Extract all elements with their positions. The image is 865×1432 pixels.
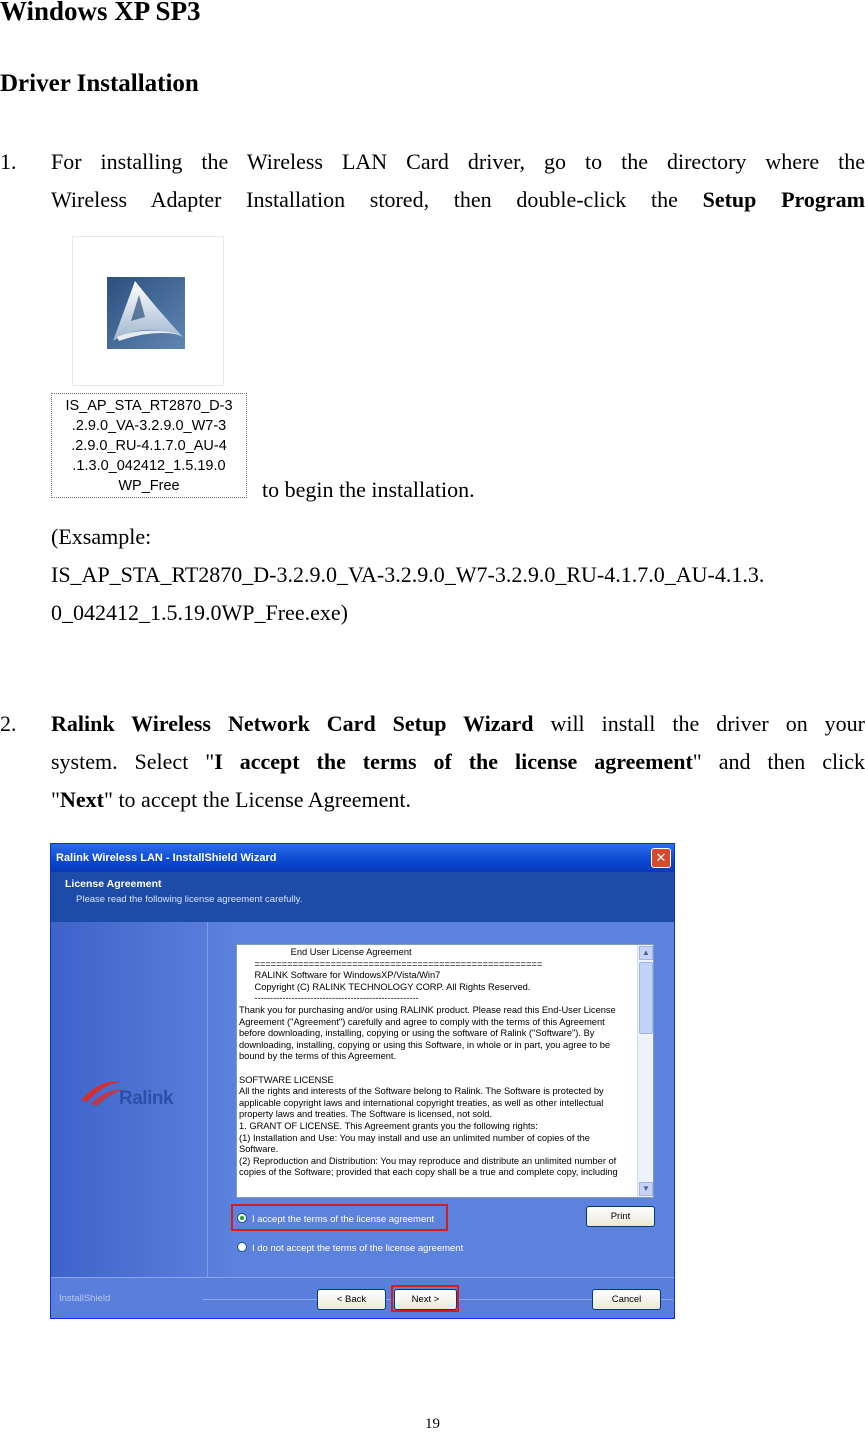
close-icon[interactable]: ✕	[651, 848, 671, 868]
wizard-header	[51, 872, 674, 922]
step2-line2	[51, 743, 865, 781]
step2-line1	[51, 705, 865, 743]
example-filename-line1: IS_AP_STA_RT2870_D-3.2.9.0_VA-3.2.9.0_W7-3.2.9.0_RU-4.1.7.0_AU-4.1.3.	[51, 562, 765, 587]
installshield-wizard-window	[50, 843, 675, 1319]
step2-line1-text: will install the driver on your	[533, 711, 865, 736]
step2-line2-pre: system. Select "	[51, 749, 215, 774]
example-filename-line2: 0_042412_1.5.19.0WP_Free.exe)	[51, 600, 348, 625]
back-button[interactable]: < Back	[317, 1289, 386, 1310]
decline-radio[interactable]	[237, 1242, 247, 1252]
window-title: Ralink Wireless LAN - InstallShield Wizard	[56, 852, 277, 864]
page-heading: Windows XP SP3	[0, 0, 201, 26]
scroll-up-icon[interactable]: ▲	[639, 946, 653, 960]
decline-radio-option[interactable]	[237, 1242, 463, 1254]
installshield-label: InstallShield	[59, 1293, 111, 1304]
license-textbox[interactable]	[236, 944, 654, 1198]
wizard-header-title: License Agreement	[65, 878, 162, 890]
step1-line1: For installing the Wireless LAN Card driver, go to the directory where the	[51, 149, 865, 174]
installer-logo-icon	[73, 237, 225, 387]
license-text: End User License Agreement ===================================================== RALINK Software for WindowsXP/Vista/Win7 Copyright (C) RALINK TECHNOLOGY CORP. All Rights Reserved. ----------------------------------------------------- Thank you for purchasing and/or using RALINK product. Please read this End-User License Agreement ("Agreement") carefully and agree to comply with the terms of this Agreement before downloading, installing, copying or using the software of Ralink ("Software"). By downloading, installing, copying or using this Software, in whole or in part, you agree to be bound by the terms of this Agreement. SOFTWARE LICENSE All the rights and interests of the Software belong to Ralink. The Software is protected by applicable copyright laws and international copyright treaties, as well as other intellectual property laws and treaties. The Software is licensed, not sold. 1. GRANT OF LICENSE. This Agreement grants you the following rights: (1) Installation and Use: You may install and use an unlimited number of copies of the Software. (2) Reproduction and Distribution: You may reproduce and distribute an unlimited number of copies of the Software; provided that each copy shall be a true and complete copy, including	[239, 947, 618, 1178]
scroll-thumb[interactable]	[639, 962, 653, 1034]
section-heading: Driver Installation	[0, 70, 199, 97]
accept-radio-label[interactable]: I accept the terms of the license agreement	[252, 1214, 435, 1225]
step2-line3-post: " to accept the License Agreement.	[103, 787, 412, 812]
page-number: 19	[425, 1416, 440, 1432]
accept-option-label: I accept the terms of the license agreement	[214, 749, 693, 774]
filename-line: .2.9.0_RU-4.1.7.0_AU-4	[71, 438, 227, 454]
step1-number: 1.	[0, 149, 17, 174]
wizard-header-subtitle: Please read the following license agreement carefully.	[76, 894, 303, 905]
wizard-body	[51, 922, 674, 1277]
setup-program-label: Setup Program	[702, 187, 865, 212]
divider	[207, 922, 208, 1277]
step1-text	[51, 143, 865, 219]
next-highlight-box	[391, 1285, 459, 1312]
filename-line: .1.3.0_042412_1.5.19.0	[72, 458, 226, 474]
accept-highlight-box	[231, 1204, 448, 1231]
step1-line2-text: Wireless Adapter Installation stored, then double-click the	[51, 187, 703, 212]
print-button[interactable]: Print	[586, 1206, 655, 1227]
filename-line: IS_AP_STA_RT2870_D-3	[65, 398, 233, 414]
ralink-logo-text: Ralink	[119, 1088, 174, 1109]
step2-line3	[51, 781, 865, 819]
window-titlebar	[51, 844, 674, 872]
decline-radio-label[interactable]: I do not accept the terms of the license agreement	[252, 1243, 464, 1254]
setup-program-filename[interactable]	[51, 393, 247, 498]
filename-line: .2.9.0_VA-3.2.9.0_W7-3	[71, 418, 227, 434]
scroll-down-icon[interactable]: ▼	[639, 1182, 653, 1196]
setup-program-icon[interactable]	[72, 236, 224, 386]
step1-line2	[51, 181, 865, 219]
license-scrollbar[interactable]	[637, 945, 653, 1197]
next-button[interactable]: Next >	[394, 1289, 457, 1310]
step1-continuation: to begin the installation.	[262, 477, 475, 502]
filename-line: WP_Free	[118, 478, 180, 494]
step2-number: 2.	[0, 711, 17, 736]
cancel-button[interactable]: Cancel	[592, 1289, 661, 1310]
example-label: (Exsample:	[51, 524, 152, 549]
example-block	[51, 518, 865, 632]
step2-line3-pre: "	[51, 787, 60, 812]
wizard-footer	[51, 1277, 674, 1319]
step2-text	[51, 705, 865, 819]
wizard-name: Ralink Wireless Network Card Setup Wizard	[51, 711, 534, 736]
step2-line2-post: " and then click	[692, 749, 865, 774]
next-label: Next	[59, 787, 104, 812]
